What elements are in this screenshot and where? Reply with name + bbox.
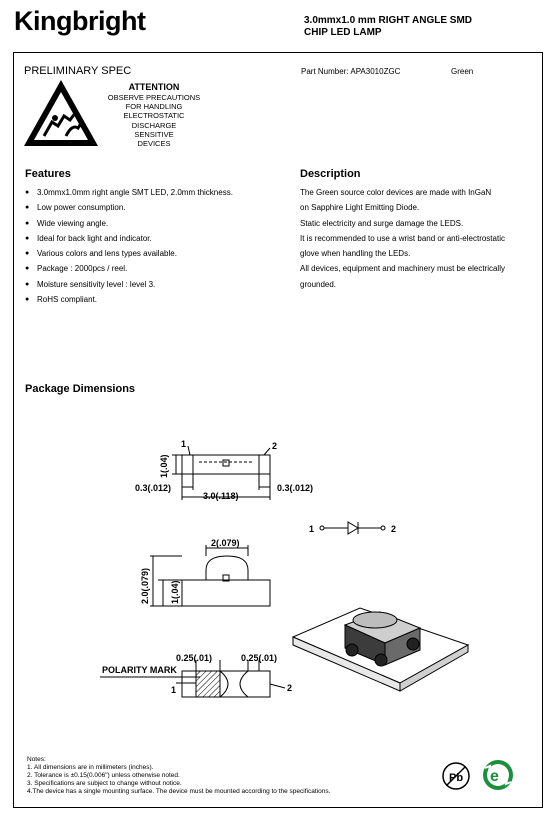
- description-heading: Description: [300, 168, 361, 180]
- attention-line: FOR HANDLING: [125, 102, 183, 112]
- feature-item: ● Package : 2000pcs / reel.: [25, 261, 285, 276]
- side-view: [150, 545, 270, 606]
- attention-line: SENSITIVE: [134, 129, 174, 139]
- description-line: All devices, equipment and machinery must be electrically: [300, 264, 505, 274]
- note-line: 1. All dimensions are in millimeters (inches).: [27, 764, 154, 771]
- attention-line: OBSERVE PRECAUTIONS: [107, 93, 201, 102]
- feature-item: ● 3.0mmx1.0mm right angle SMT LED, 2.0mm thickness.: [25, 185, 285, 200]
- attention-line: ELECTROSTATIC: [123, 111, 185, 121]
- kingbright-logo: Kingbright: [14, 6, 146, 36]
- note-line: 3. Specifications are subject to change without notice.: [27, 780, 182, 787]
- description-line: Static electricity and surge damage the LEDS.: [300, 218, 464, 228]
- feature-item: ● Wide viewing angle.: [25, 216, 285, 231]
- bottom-pin1-label: 1: [171, 685, 177, 695]
- schematic-pin2: 2: [391, 524, 397, 534]
- lens-width-dimension: 2(.079): [211, 538, 240, 548]
- preliminary-spec: PRELIMINARY SPEC: [24, 65, 132, 77]
- feature-item: ● Ideal for back light and indicator.: [25, 231, 285, 246]
- bottom-pin2-label: 2: [287, 683, 293, 693]
- side-total-dimension: 2.0(.079): [140, 567, 150, 604]
- pb-free-icon: [441, 761, 471, 791]
- description-line: on Sapphire Light Emitting Diode.: [300, 203, 420, 213]
- svg-text:e: e: [490, 768, 499, 785]
- left-pad-width-dimension: 0.25(.01): [176, 653, 213, 663]
- attention-title: ATTENTION: [128, 82, 180, 92]
- note-line: 2. Tolerance is ±0.15(0.006") unless otherwise noted.: [27, 772, 180, 779]
- svg-text:Pb: Pb: [449, 772, 464, 784]
- part-number: Part Number: APA3010ZGC: [301, 67, 401, 76]
- feature-item: ● Various colors and lens types available.: [25, 246, 285, 261]
- description-line: It is recommended to use a wrist band or anti-electrostatic: [300, 233, 505, 243]
- width-dimension: 3.0(.118): [203, 491, 239, 501]
- isometric-view: [293, 608, 468, 691]
- led-color: Green: [451, 67, 474, 76]
- pin1-label: 1: [181, 439, 187, 449]
- note-line: 4.The device has a single mounting surface. The device must be mounted according to the specifications.: [27, 788, 331, 795]
- height-dimension: 1(.04): [159, 454, 169, 478]
- left-pad-dimension: 0.3(.012): [135, 483, 172, 493]
- right-pad-width-dimension: 0.25(.01): [241, 653, 278, 663]
- diode-schematic: [320, 522, 385, 534]
- attention-line: DISCHARGE: [131, 120, 177, 130]
- title-line-1: 3.0mmx1.0 mm RIGHT ANGLE SMD: [304, 15, 473, 26]
- description-line: The Green source color devices are made with InGaN: [300, 188, 492, 197]
- attention-line: DEVICES: [137, 139, 171, 149]
- description-line: grounded.: [300, 279, 337, 289]
- rohs-icon: [481, 758, 515, 792]
- feature-item: ● Low power consumption.: [25, 200, 285, 215]
- side-body-dimension: 1(.04): [170, 580, 180, 604]
- schematic-pin1: 1: [309, 524, 315, 534]
- title-line-2: CHIP LED LAMP: [304, 27, 382, 38]
- feature-item: ● Moisture sensitivity level : level 3.: [25, 277, 285, 292]
- notes: [27, 756, 330, 796]
- features-heading: Features: [25, 168, 71, 180]
- right-pad-dimension: 0.3(.012): [277, 483, 314, 493]
- package-dimensions-heading: Package Dimensions: [25, 383, 136, 395]
- feature-item: ● RoHS compliant.: [25, 292, 285, 307]
- description-line: glove when handling the LEDs.: [300, 249, 411, 259]
- pin2-label: 2: [272, 441, 278, 451]
- polarity-mark-label: POLARITY MARK: [102, 665, 177, 675]
- notes-title: Notes:: [27, 756, 46, 763]
